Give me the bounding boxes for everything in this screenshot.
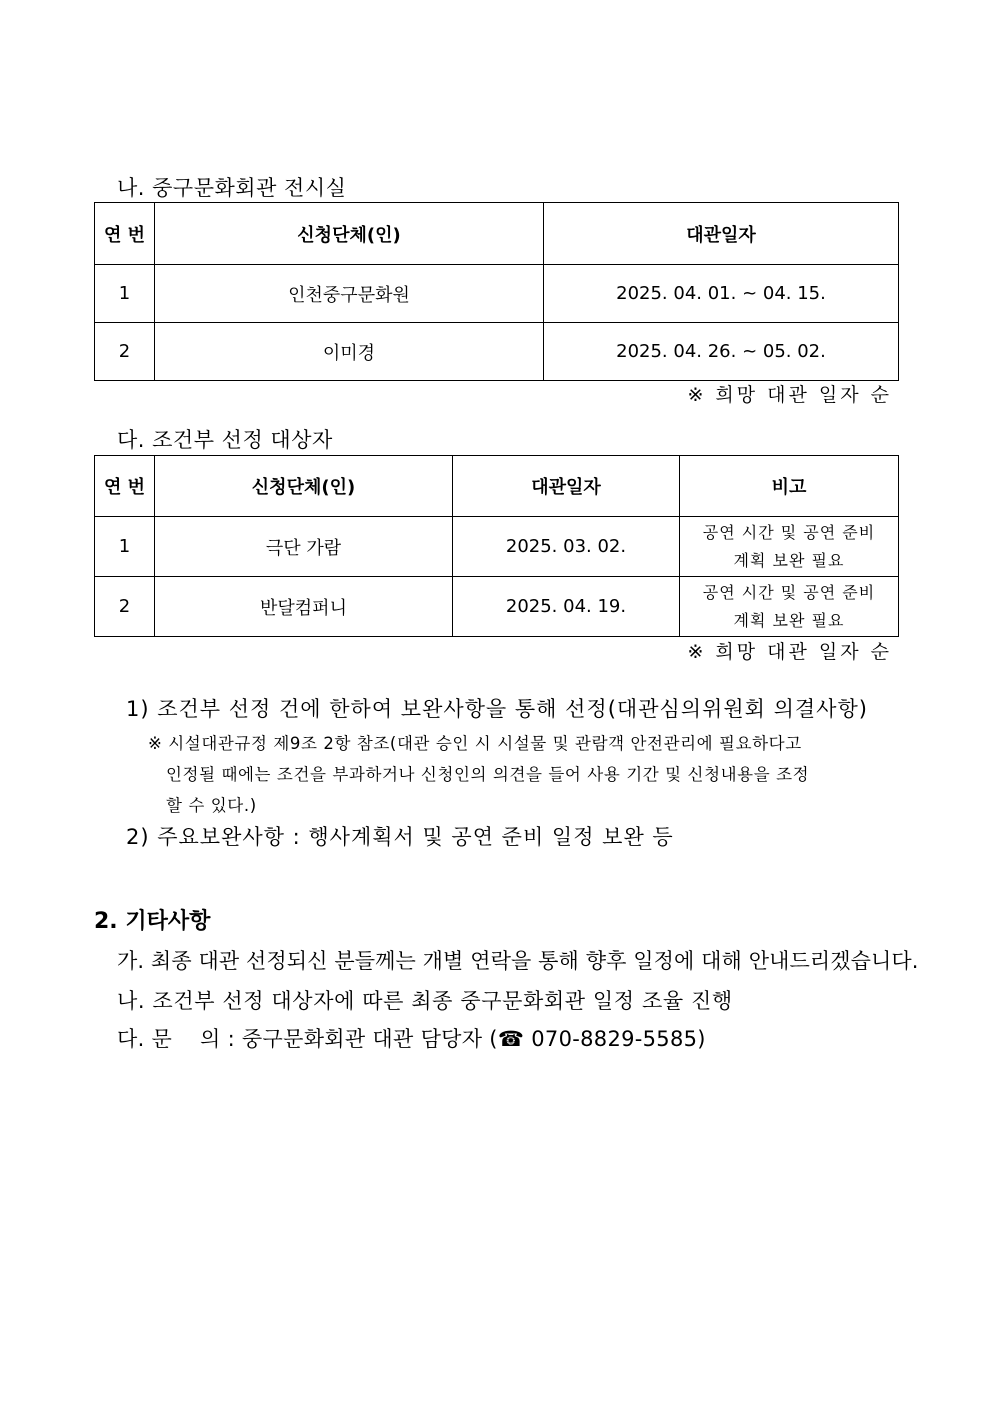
condition-item-2: 2) 주요보완사항 : 행사계획서 및 공연 준비 일정 보완 등 bbox=[126, 825, 674, 849]
table-row bbox=[95, 517, 899, 577]
header-remark: 비고 bbox=[680, 456, 899, 517]
header-date: 대관일자 bbox=[544, 203, 899, 265]
reference-line-1: ※ 시설대관규정 제9조 2항 참조(대관 승인 시 시설물 및 관람객 안전관리에 필요하다고 bbox=[148, 734, 802, 753]
inquiry-label: 다. 문 의 : 중구문화회관 대관 담당자 ( bbox=[117, 1027, 498, 1051]
other-line-a: 가. 최종 대관 선정되신 분들께는 개별 연락을 통해 향후 일정에 대해 안내드리겠습니다. bbox=[117, 949, 919, 973]
table-row bbox=[95, 577, 899, 637]
row-remark bbox=[680, 517, 899, 577]
phone-icon: ☎ bbox=[497, 1027, 525, 1051]
row-no: 2 bbox=[95, 577, 155, 637]
row-no: 1 bbox=[95, 265, 155, 323]
row-applicant: 반달컴퍼니 bbox=[155, 577, 453, 637]
exhibition-table bbox=[94, 202, 899, 381]
table-header-row bbox=[95, 456, 899, 517]
reference-line-2: 인정될 때에는 조건을 부과하거나 신청인의 의견을 들어 사용 기간 및 신청내용을 조정 bbox=[166, 765, 810, 784]
row-date: 2025. 04. 26. ~ 05. 02. bbox=[544, 323, 899, 381]
table-row bbox=[95, 265, 899, 323]
row-no: 2 bbox=[95, 323, 155, 381]
header-no: 연 번 bbox=[95, 203, 155, 265]
section-b-title: 나. 중구문화회관 전시실 bbox=[117, 176, 347, 200]
header-applicant: 신청단체(인) bbox=[155, 456, 453, 517]
header-date: 대관일자 bbox=[453, 456, 680, 517]
row-date: 2025. 03. 02. bbox=[453, 517, 680, 577]
other-line-b: 나. 조건부 선정 대상자에 따른 최종 중구문화회관 일정 조율 진행 bbox=[117, 989, 733, 1013]
section-c-title: 다. 조건부 선정 대상자 bbox=[117, 428, 333, 452]
conditional-table bbox=[94, 455, 899, 637]
condition-item-1: 1) 조건부 선정 건에 한하여 보완사항을 통해 선정(대관심의위원회 의결사항) bbox=[126, 697, 868, 721]
table-header-row bbox=[95, 203, 899, 265]
phone-number: 070-8829-5585) bbox=[524, 1027, 706, 1051]
row-date: 2025. 04. 01. ~ 04. 15. bbox=[544, 265, 899, 323]
header-applicant: 신청단체(인) bbox=[155, 203, 544, 265]
reference-line-3: 할 수 있다.) bbox=[166, 796, 257, 815]
row-applicant: 이미경 bbox=[155, 323, 544, 381]
remark-line-1: 공연 시간 및 공연 준비 bbox=[702, 582, 876, 602]
table-row bbox=[95, 323, 899, 381]
other-heading: 2. 기타사항 bbox=[94, 909, 211, 934]
row-applicant: 인천중구문화원 bbox=[155, 265, 544, 323]
remark-line-1: 공연 시간 및 공연 준비 bbox=[702, 522, 876, 542]
row-date: 2025. 04. 19. bbox=[453, 577, 680, 637]
row-remark bbox=[680, 577, 899, 637]
header-no: 연 번 bbox=[95, 456, 155, 517]
row-no: 1 bbox=[95, 517, 155, 577]
section-b-footnote: ※ 희망 대관 일자 순 bbox=[687, 384, 892, 406]
remark-line-2: 계획 보완 필요 bbox=[733, 610, 845, 630]
section-c-footnote: ※ 희망 대관 일자 순 bbox=[687, 641, 892, 663]
row-applicant: 극단 가람 bbox=[155, 517, 453, 577]
remark-line-2: 계획 보완 필요 bbox=[733, 550, 845, 570]
other-line-c bbox=[117, 1023, 706, 1053]
